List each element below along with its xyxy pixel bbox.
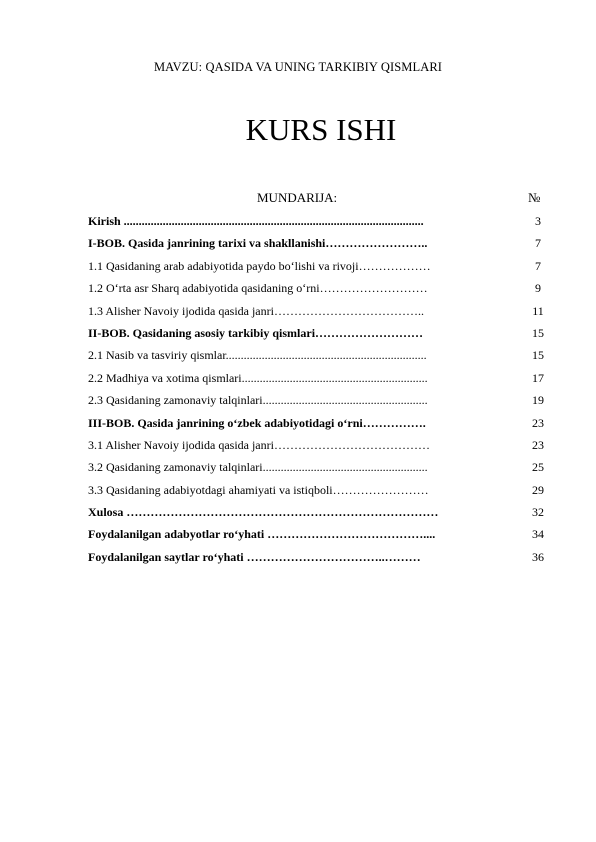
toc-page-number: 23 bbox=[532, 437, 544, 452]
toc-row bbox=[88, 546, 558, 568]
toc-entry-text: 2.3 Qasidaning zamonaviy talqinlari....................................................... bbox=[88, 393, 428, 408]
toc-row bbox=[88, 412, 558, 434]
toc-entry-text: 3.2 Qasidaning zamonaviy talqinlari....................................................... bbox=[88, 460, 428, 475]
toc-entry-text: III-BOB. Qasida janrining o‘zbek adabiyotidagi o‘rni……………. bbox=[88, 415, 426, 430]
toc-entry-text: 1.2 O‘rta asr Sharq adabiyotida qasidaning o‘rni……………………… bbox=[88, 281, 428, 296]
toc-page-number: 19 bbox=[532, 393, 544, 408]
toc-page-number: 15 bbox=[532, 325, 544, 340]
toc-page-number: 23 bbox=[532, 415, 544, 430]
topic-line: MAVZU: QASIDA VA UNING TARKIBIY QISMLARI bbox=[153, 60, 443, 74]
toc-page-number: 9 bbox=[535, 281, 541, 296]
page-number-column-header: № bbox=[528, 190, 541, 205]
toc-row bbox=[88, 210, 558, 232]
toc-row bbox=[88, 389, 558, 411]
toc-row bbox=[88, 434, 558, 456]
toc-entry-text: 3.1 Alisher Navoiy ijodida qasida janri………………………………… bbox=[88, 437, 430, 452]
toc-row bbox=[88, 523, 558, 545]
toc-page-number: 15 bbox=[532, 348, 544, 363]
toc-row bbox=[88, 232, 558, 254]
table-of-contents bbox=[88, 210, 558, 568]
toc-page-number: 17 bbox=[532, 370, 544, 385]
toc-entry-text: Foydalanilgan adabyotlar ro‘yhati ………………………………….... bbox=[88, 527, 436, 542]
toc-entry-text: 1.1 Qasidaning arab adabiyotida paydo bo‘lishi va rivoji……………… bbox=[88, 258, 431, 273]
toc-page-number: 11 bbox=[532, 303, 544, 318]
toc-entry-text: I-BOB. Qasida janrining tarixi va shakllanishi…………………….. bbox=[88, 236, 428, 251]
toc-entry-text: 3.3 Qasidaning adabiyotdagi ahamiyati va istiqboli…………………… bbox=[88, 482, 429, 497]
toc-entry-text: II-BOB. Qasidaning asosiy tarkibiy qismlari……………………… bbox=[88, 325, 424, 340]
toc-page-number: 36 bbox=[532, 549, 544, 564]
toc-row bbox=[88, 367, 558, 389]
contents-heading: MUNDARIJA: bbox=[257, 190, 338, 205]
toc-row bbox=[88, 300, 558, 322]
toc-entry-text: 2.1 Nasib va tasviriy qismlar................................................................... bbox=[88, 348, 427, 363]
toc-row bbox=[88, 344, 558, 366]
toc-entry-text: 2.2 Madhiya va xotima qismlari.............................................................. bbox=[88, 370, 428, 385]
toc-row bbox=[88, 479, 558, 501]
toc-entry-text: Foydalanilgan saytlar ro‘yhati ……………………………..……… bbox=[88, 549, 421, 564]
toc-page-number: 32 bbox=[532, 505, 544, 520]
toc-page-number: 29 bbox=[532, 482, 544, 497]
toc-row bbox=[88, 255, 558, 277]
document-title: KURS ISHI bbox=[245, 112, 397, 147]
toc-page-number: 3 bbox=[535, 214, 541, 228]
toc-page-number: 34 bbox=[532, 527, 544, 542]
toc-entry-text: 1.3 Alisher Navoiy ijodida qasida janri……………………………….. bbox=[88, 303, 424, 318]
toc-row bbox=[88, 277, 558, 299]
toc-page-number: 7 bbox=[535, 258, 541, 273]
toc-page-number: 7 bbox=[535, 236, 541, 251]
toc-page-number: 25 bbox=[532, 460, 544, 475]
toc-row bbox=[88, 322, 558, 344]
toc-row bbox=[88, 501, 558, 523]
toc-entry-text: Kirish .................................................................................................... bbox=[88, 214, 424, 228]
toc-row bbox=[88, 456, 558, 478]
toc-entry-text: Xulosa …………………………………………………………………… bbox=[88, 505, 439, 520]
